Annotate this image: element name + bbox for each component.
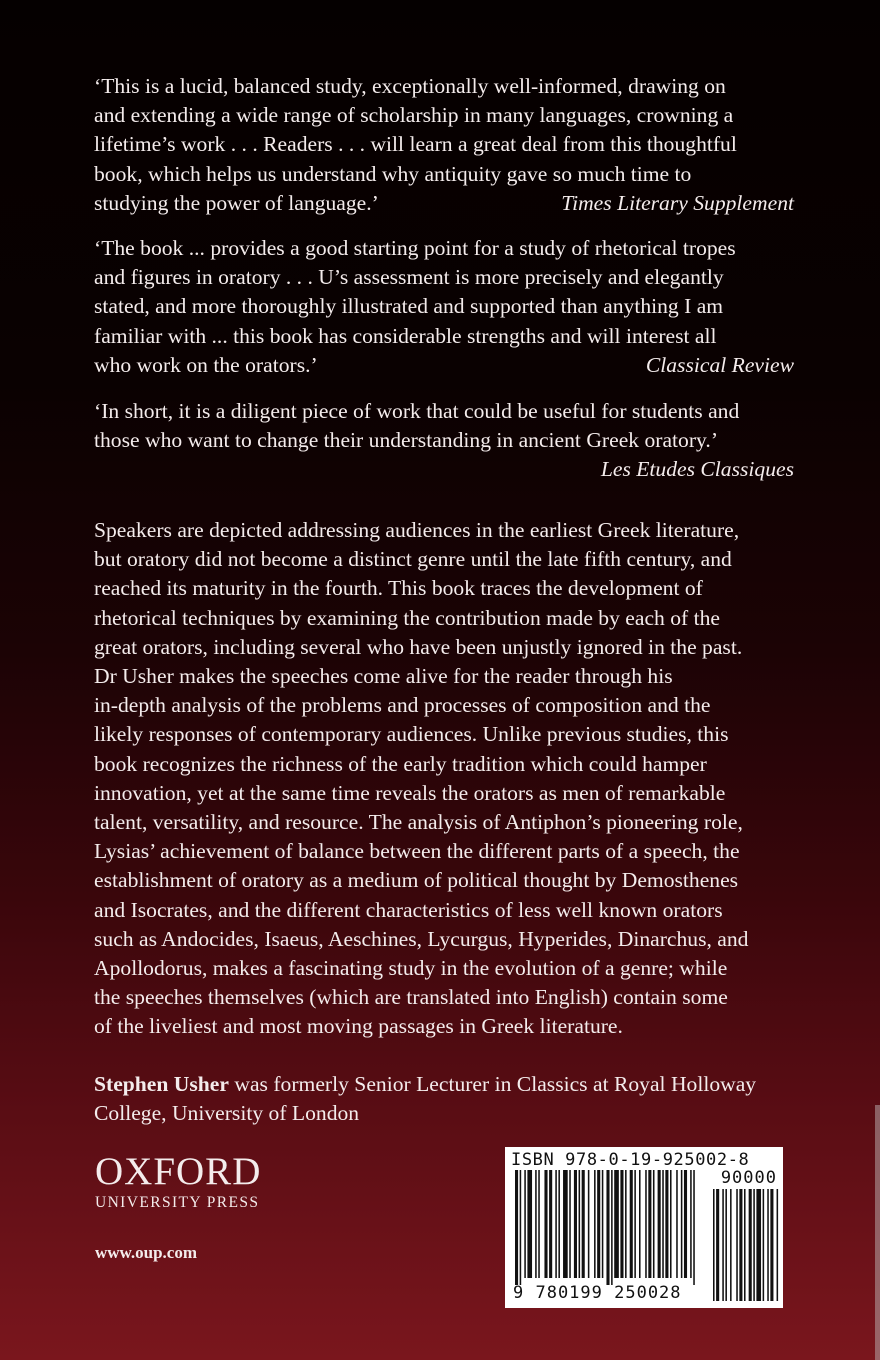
description-line: and Isocrates, and the different characteristics of less well known orators — [94, 897, 723, 922]
book-description — [94, 516, 796, 1042]
review-1-line: and extending a wide range of scholarship in many languages, crowning a — [94, 103, 734, 128]
review-2-line: stated, and more thoroughly illustrated and supported than anything I am — [94, 294, 724, 319]
review-1-line: ‘This is a lucid, balanced study, exceptionally well-informed, drawing on — [94, 74, 726, 98]
barcode-bar — [749, 1189, 752, 1301]
review-1-line: studying the power of language.’ — [94, 190, 379, 215]
barcode-bar — [535, 1170, 537, 1278]
review-2-line: ‘The book ... provides a good starting point for a study of rhetorical tropes — [94, 236, 736, 260]
author-bio-line-2: College, University of London — [94, 1101, 360, 1126]
price-addon-code: 90000 — [720, 1168, 777, 1188]
publisher-logo-main: OXFORD — [95, 1150, 262, 1193]
description-line: but oratory did not become a distinct genre until the late fifth century, and — [94, 547, 732, 572]
barcode-bar — [770, 1189, 773, 1301]
barcode-bar — [602, 1170, 604, 1278]
barcode-bar — [538, 1170, 540, 1278]
review-3 — [94, 397, 794, 485]
review-1-line: lifetime’s work . . . Readers . . . will learn a great deal from this thoughtful — [94, 132, 737, 157]
publisher-logo-sub: UNIVERSITY PRESS — [95, 1194, 260, 1211]
barcode-bar — [777, 1189, 779, 1301]
barcode-bar — [594, 1170, 596, 1278]
review-2-line: and figures in oratory . . . U’s assessment is more precisely and elegantly — [94, 265, 724, 290]
barcode-bar — [582, 1170, 585, 1278]
description-line: establishment of oratory as a medium of political thought by Demosthenes — [94, 868, 739, 893]
barcode-bar — [744, 1189, 746, 1301]
barcode-bar — [681, 1170, 683, 1278]
review-1 — [94, 72, 794, 218]
barcode-bar — [753, 1189, 755, 1301]
description-line: book recognizes the richness of the early tradition which could hamper — [94, 751, 707, 776]
description-line: Lysias’ achievement of balance between the different parts of a speech, the — [94, 839, 740, 864]
review-2 — [94, 234, 794, 380]
barcode-bar — [725, 1189, 727, 1301]
barcode-bar — [515, 1170, 518, 1285]
description-line: talent, versatility, and resource. The analysis of Antiphon’s pioneering role, — [94, 810, 743, 835]
barcode-bar — [625, 1170, 627, 1278]
review-1-last-line — [94, 189, 794, 218]
barcode-bar — [736, 1189, 738, 1301]
barcode-bar — [716, 1189, 719, 1301]
barcode-bar — [588, 1170, 590, 1278]
barcode-bar — [611, 1170, 613, 1285]
barcode-bar — [630, 1170, 633, 1278]
description-line: Apollodorus, makes a fascinating study in the evolution of a genre; while — [94, 956, 728, 981]
review-2-last-line — [94, 351, 794, 380]
review-3-line: ‘In short, it is a diligent piece of work that could be useful for students and — [94, 399, 740, 423]
review-2-source: Classical Review — [645, 352, 794, 377]
review-2-line: who work on the orators.’ — [94, 352, 318, 377]
author-bio-line-1 — [94, 1070, 794, 1099]
description-line: reached its maturity in the fourth. This book traces the development of — [94, 576, 703, 601]
description-line: likely responses of contemporary audiences. Unlike previous studies, this — [94, 722, 729, 747]
barcode-bar — [569, 1170, 571, 1278]
barcode-bar — [693, 1170, 695, 1285]
isbn-barcode — [505, 1147, 783, 1308]
review-3-line: those who want to change their understanding in ancient Greek oratory.’ — [94, 428, 719, 453]
barcode-bar — [722, 1189, 724, 1301]
description-line: the speeches themselves (which are translated into English) contain some — [94, 985, 728, 1010]
barcode-bar — [597, 1170, 600, 1278]
review-3-source: Les Etudes Classiques — [600, 457, 794, 482]
barcode-bar — [574, 1170, 577, 1278]
barcode-bar — [676, 1170, 678, 1278]
author-bio — [94, 1070, 794, 1128]
barcode-bar — [670, 1170, 672, 1278]
barcode-bar — [555, 1170, 557, 1278]
author-bio-text: was formerly Senior Lecturer in Classics at Royal Holloway — [228, 1072, 757, 1096]
barcode-bar — [713, 1189, 715, 1301]
description-line: such as Andocides, Isaeus, Aeschines, Lycurgus, Hyperides, Dinarchus, and — [94, 926, 749, 951]
barcode-bar — [756, 1189, 761, 1301]
page-edge-strip — [875, 1105, 880, 1360]
description-line: great orators, including several who have been unjustly ignored in the past. — [94, 634, 743, 659]
barcode-bar — [730, 1189, 732, 1301]
barcode-bar — [763, 1189, 765, 1301]
publisher-url: www.oup.com — [95, 1243, 198, 1262]
barcode-bar — [658, 1170, 661, 1278]
description-line: Dr Usher makes the speeches come alive for the reader through his — [94, 664, 673, 689]
isbn-label: ISBN 978-0-19-925002-8 — [511, 1150, 750, 1170]
review-1-line: book, which helps us understand why antiquity gave so much time to — [94, 161, 692, 186]
barcode-bar — [665, 1170, 668, 1278]
barcode-bar — [690, 1170, 692, 1278]
publisher-logo — [95, 1152, 295, 1212]
barcode-bar — [634, 1170, 636, 1278]
review-1-source: Times Literary Supplement — [561, 190, 794, 215]
barcode-bar — [645, 1170, 647, 1278]
description-line: rhetorical techniques by examining the contribution made by each of the — [94, 605, 721, 630]
barcode-bar — [648, 1170, 651, 1278]
barcode-bar — [684, 1170, 687, 1278]
barcode-bar — [606, 1170, 609, 1285]
barcode-bar — [520, 1170, 522, 1285]
barcode-bar — [653, 1170, 655, 1278]
barcode-bar — [524, 1170, 526, 1278]
review-2-line: familiar with ... this book has considerable strengths and will interest all — [94, 323, 717, 348]
barcode-bar — [662, 1170, 664, 1278]
description-line: in-depth analysis of the problems and processes of composition and the — [94, 693, 711, 718]
barcode-bar — [579, 1170, 581, 1278]
description-line: Speakers are depicted addressing audiences in the earliest Greek literature, — [94, 518, 740, 542]
barcode-bar — [549, 1170, 552, 1278]
description-line: innovation, yet at the same time reveals the orators as men of remarkable — [94, 780, 726, 805]
barcode-bar — [563, 1170, 568, 1278]
ean-digits: 9 780199 250028 — [513, 1283, 682, 1303]
barcode-bar — [614, 1170, 619, 1278]
author-name: Stephen Usher — [94, 1072, 229, 1096]
barcode-bar — [639, 1170, 641, 1278]
description-line: of the liveliest and most moving passages in Greek literature. — [94, 1014, 623, 1039]
barcode-bar — [620, 1170, 623, 1278]
barcode-bar — [739, 1189, 742, 1301]
barcode-bar — [558, 1170, 560, 1278]
barcode-bar — [767, 1189, 769, 1301]
barcode-bar — [527, 1170, 532, 1278]
barcode-bar — [544, 1170, 547, 1278]
